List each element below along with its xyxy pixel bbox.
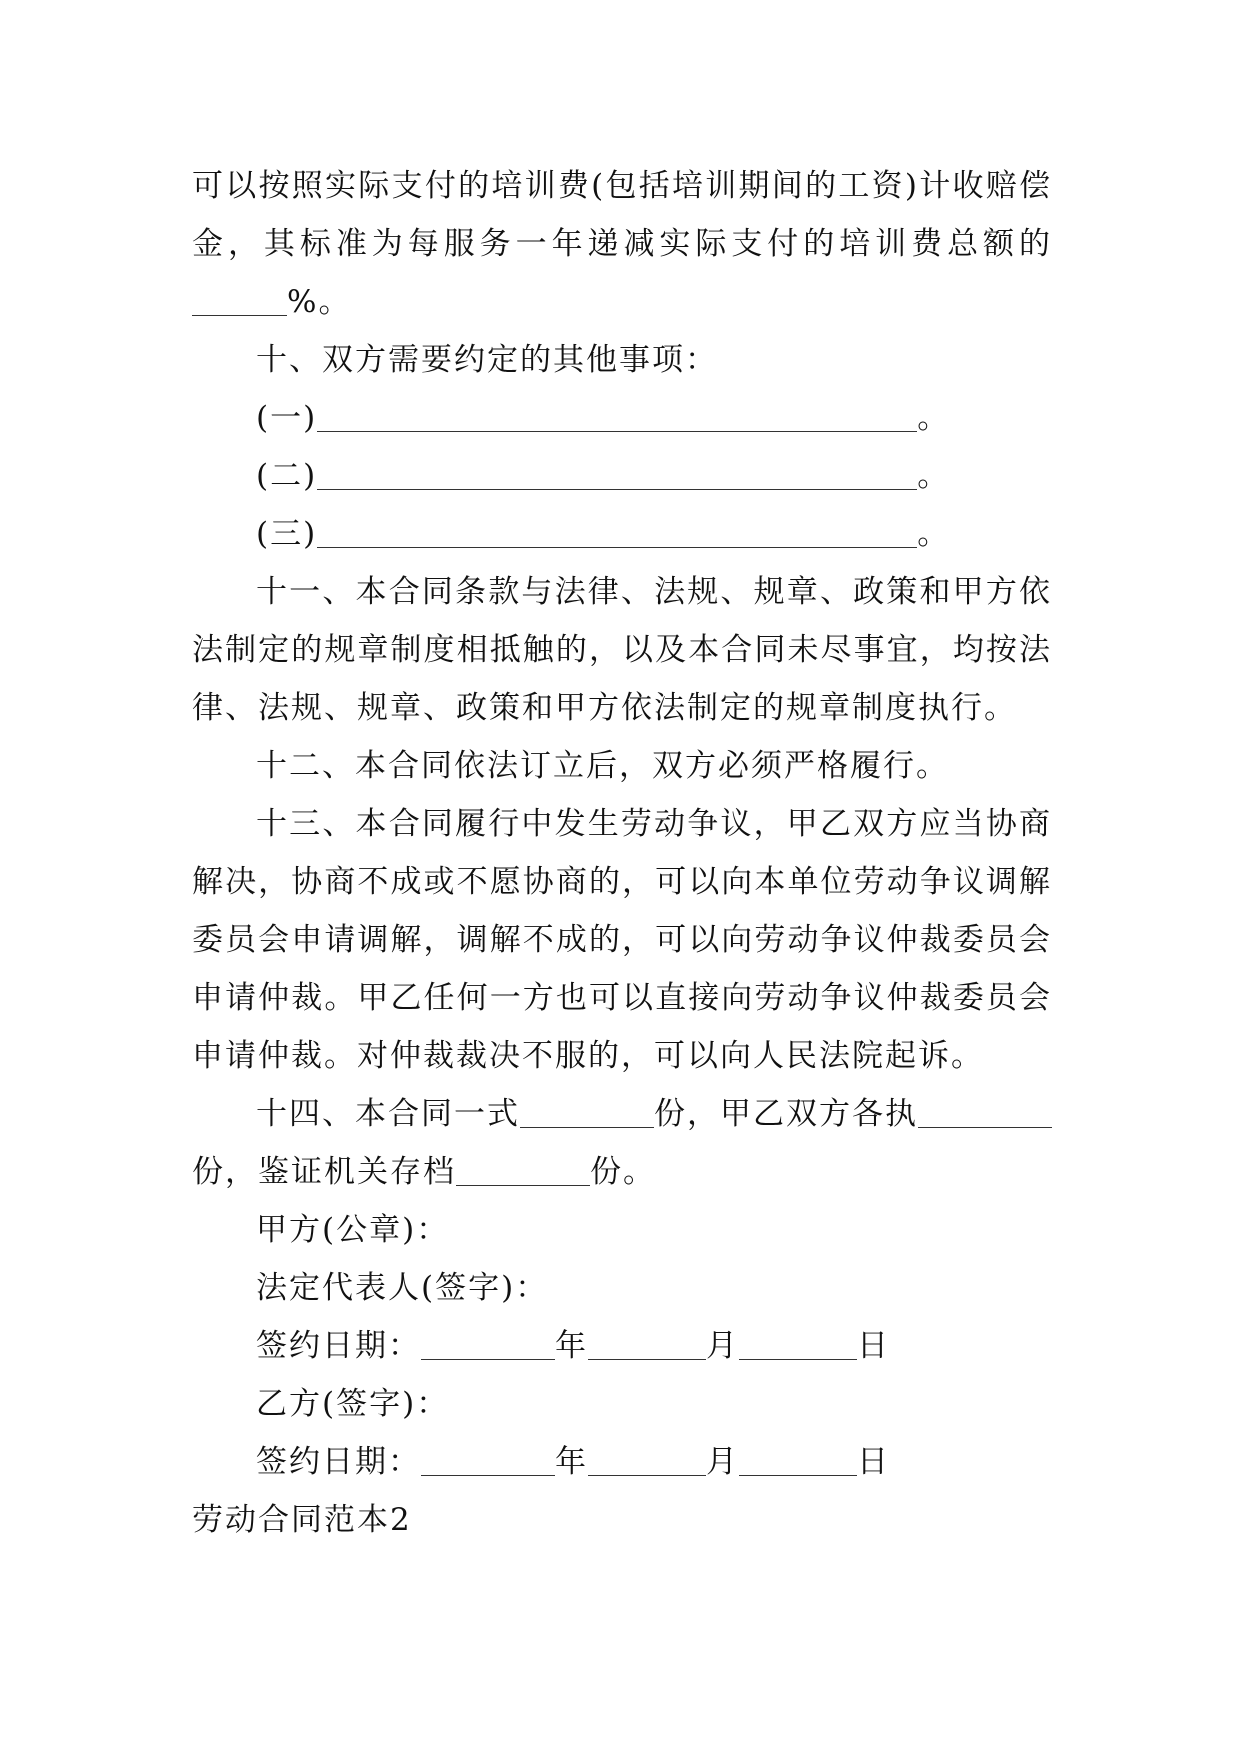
copies-each-blank[interactable]: [918, 1091, 1052, 1128]
paragraph-10: 十、双方需要约定的其他事项：: [256, 342, 718, 378]
year-label: 年: [555, 1328, 588, 1364]
item-label: (三): [256, 516, 318, 552]
item-end-mark: 。: [917, 400, 951, 436]
month-label: 月: [706, 1328, 739, 1364]
party-b-sign-date: [192, 1433, 1052, 1491]
item-1-blank[interactable]: [317, 395, 917, 432]
paragraph-14-line-1: [192, 1085, 1052, 1143]
legal-representative: 法定代表人(签字)：: [256, 1270, 549, 1306]
archive-suffix: 份。: [590, 1154, 656, 1190]
copies-each-label: 份，甲乙双方各执: [654, 1096, 918, 1132]
archive-label: 份，鉴证机关存档: [192, 1154, 456, 1190]
day-blank[interactable]: [739, 1323, 857, 1360]
month-blank[interactable]: [588, 1323, 706, 1360]
other-matter-2: [192, 447, 1052, 505]
percentage-blank[interactable]: [192, 279, 287, 316]
item-end-mark: 。: [917, 516, 951, 552]
year-blank[interactable]: [421, 1439, 555, 1476]
month-label: 月: [706, 1444, 739, 1480]
paragraph-9-line-3: [192, 273, 1052, 331]
day-label: 日: [857, 1328, 890, 1364]
other-matter-3: [192, 505, 1052, 563]
item-label: (一): [256, 400, 318, 436]
sign-date-label: 签约日期：: [256, 1328, 421, 1364]
day-label: 日: [857, 1444, 890, 1480]
year-label: 年: [555, 1444, 588, 1480]
paragraph-13-line-5: 申请仲裁。对仲裁裁决不服的，可以向人民法院起诉。: [192, 1038, 984, 1074]
other-matter-1: [192, 389, 1052, 447]
paragraph-13-line-1: 十三、本合同履行中发生劳动争议，甲乙双方应当协商: [256, 806, 1052, 842]
paragraph-11-line-2: 法制定的规章制度相抵触的，以及本合同未尽事宜，均按法: [192, 632, 1052, 668]
month-blank[interactable]: [588, 1439, 706, 1476]
paragraph-11-line-1: 十一、本合同条款与法律、法规、规章、政策和甲方依: [256, 574, 1052, 610]
item-label: (二): [256, 458, 318, 494]
paragraph-13-line-3: 委员会申请调解，调解不成的，可以向劳动争议仲裁委员会: [192, 922, 1052, 958]
copies-label: 十四、本合同一式: [256, 1096, 520, 1132]
paragraph-13-line-2: 解决，协商不成或不愿协商的，可以向本单位劳动争议调解: [192, 864, 1052, 900]
item-end-mark: 。: [917, 458, 951, 494]
paragraph-11-line-3: 律、法规、规章、政策和甲方依法制定的规章制度执行。: [192, 690, 1017, 726]
paragraph-14-line-2: [192, 1143, 1052, 1201]
copies-total-blank[interactable]: [520, 1091, 654, 1128]
paragraph-13-line-4: 申请仲裁。甲乙任何一方也可以直接向劳动争议仲裁委员会: [192, 980, 1052, 1016]
sign-date-label: 签约日期：: [256, 1444, 421, 1480]
year-blank[interactable]: [421, 1323, 555, 1360]
next-contract-title: 劳动合同范本2: [192, 1502, 412, 1538]
day-blank[interactable]: [739, 1439, 857, 1476]
party-a-seal: 甲方(公章)：: [256, 1212, 450, 1248]
percentage-suffix: %。: [287, 284, 352, 320]
paragraph-9-line-1: 可以按照实际支付的培训费(包括培训期间的工资)计收赔偿: [192, 168, 1052, 204]
paragraph-9-line-2: 金，其标准为每服务一年递减实际支付的培训费总额的: [192, 226, 1052, 262]
item-2-blank[interactable]: [317, 453, 917, 490]
party-a-sign-date: [192, 1317, 1052, 1375]
copies-archive-blank[interactable]: [456, 1149, 590, 1186]
party-b-signature: 乙方(签字)：: [256, 1386, 450, 1422]
item-3-blank[interactable]: [317, 511, 917, 548]
contract-body: [192, 157, 1052, 1549]
paragraph-12: 十二、本合同依法订立后，双方必须严格履行。: [256, 748, 949, 784]
